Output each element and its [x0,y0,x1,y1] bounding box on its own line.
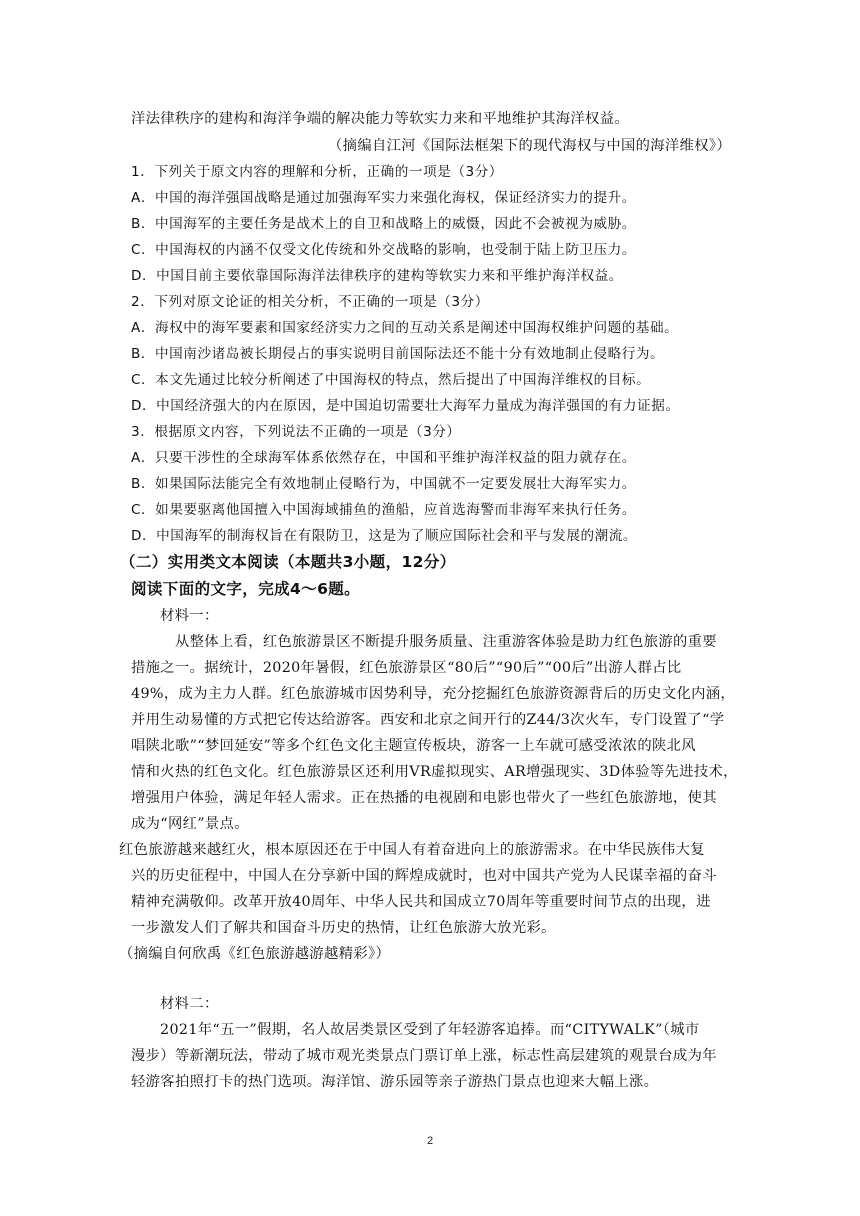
material-1-para2-line: 一步激发人们了解共和国奋斗历史的热情，让红色旅游大放光彩。 [131,920,556,936]
material-2-line: 2021年“五一”假期，名人故居类景区受到了年轻游客追捧。而“CITYWALK”（城市 [160,1022,700,1038]
material-1-para2-line: 兴的历史征程中，中国人在分享新中国的辉煌成就时，也对中国共产党为人民谋幸福的奋斗 [131,868,717,884]
material-1-para2-line: 红色旅游越来越红火，根本原因还在于中国人有着奋进向上的旅游需求。在中华民族伟大复 [119,842,705,858]
passage-tail: 洋法律秩序的建构和海洋争端的解决能力等软实力来和平地维护其海洋权益。 [131,111,629,127]
question-3-option-c: C．如果要驱离他国擅入中国海域捕鱼的渔船，应首选海警而非海军来执行任务。 [131,502,637,518]
material-1-line: 措施之一。据统计，2020年暑假，红色旅游景区“80后”“90后”“00后”出游人群占比 [131,660,682,676]
material-1-para2-line: 精神充满敬仰。改革开放40周年、中华人民共和国成立70周年等重要时间节点的出现，进 [131,894,711,910]
question-3-option-b: B．如果国际法能完全有效地制止侵略行为，中国就不一定要发展壮大海军实力。 [131,476,636,492]
material-2-line: 轻游客拍照打卡的热门选项。海洋馆、游乐园等亲子游热门景点也迎来大幅上涨。 [131,1074,659,1090]
question-2-option-c: C．本文先通过比较分析阐述了中国海权的特点，然后提出了中国海洋维权的目标。 [131,372,651,388]
material-1-line: 情和火热的红色文化。红色旅游景区还利用VR虚拟现实、AR增强现实、3D体验等先进技术， [131,764,738,780]
material-1-line: 唱陕北歌”“梦回延安”等多个红色文化主题宣传板块，游客一上车就可感受浓浓的陕北风 [131,738,696,754]
material-1-line: 从整体上看，红色旅游景区不断提升服务质量、注重游客体验是助力红色旅游的重要 [175,634,717,650]
question-3-option-d: D．中国海军的制海权旨在有限防卫，这是为了顺应国际社会和平与发展的潮流。 [131,528,638,544]
question-3-option-a: A．只要干涉性的全球海军体系依然存在，中国和平维护海洋权益的阻力就存在。 [131,450,636,466]
material-1-line: 增强用户体验，满足年轻人需求。正在热播的电视剧和电影也带火了一些红色旅游地，使其 [131,790,717,806]
question-1-stem: 1．下列关于原文内容的理解和分析，正确的一项是（3分） [131,164,503,180]
material-2-label: 材料二： [160,996,219,1012]
question-2-option-a: A．海权中的海军要素和国家经济实力之间的互动关系是阐述中国海权维护问题的基础。 [131,320,679,336]
question-2-option-d: D．中国经济强大的内在原因，是中国迫切需要壮大海军力量成为海洋强国的有力证据。 [131,398,680,414]
section-heading: （二）实用类文本阅读（本题共3小题，12分） [120,553,456,571]
question-2-stem: 2．下列对原文论证的相关分析，不正确的一项是（3分） [131,294,489,310]
question-1-option-a: A．中国的海洋强国战略是通过加强海军实力来强化海权，保证经济实力的提升。 [131,190,636,206]
material-2-line: 漫步）等新潮玩法，带动了城市观光类景点门票订单上涨，标志性高层建筑的观景台成为年 [131,1048,717,1064]
question-1-option-b: B．中国海军的主要任务是战术上的自卫和战略上的威慑，因此不会被视为威胁。 [131,216,636,232]
material-1-line: 49%，成为主力人群。红色旅游城市因势利导，充分挖掘红色旅游资源背后的历史文化内涵， [131,686,736,702]
material-1-label: 材料一： [160,608,219,624]
section-instruction: 阅读下面的文字，完成4～6题。 [131,580,361,598]
page-number: 2 [426,1135,434,1147]
question-2-option-b: B．中国南沙诸岛被长期侵占的事实说明目前国际法还不能十分有效地制止侵略行为。 [131,346,665,362]
material-1-source: （摘编自何欣禹《红色旅游越游越精彩》） [119,946,391,962]
material-1-line: 并用生动易懂的方式把它传达给游客。西安和北京之间开行的Z44/3次火车，专门设置了“学 [131,712,725,728]
passage-source: （摘编自江河《国际法框架下的现代海权与中国的海洋维权》） [328,138,731,154]
question-3-stem: 3．根据原文内容，下列说法不正确的一项是（3分） [131,424,461,440]
question-1-option-c: C．中国海权的内涵不仅受文化传统和外交战略的影响，也受制于陆上防卫压力。 [131,242,637,258]
material-1-line: 成为“网红”景点。 [131,816,249,832]
question-1-option-d: D．中国目前主要依靠国际海洋法律秩序的建构等软实力来和平维护海洋权益。 [131,268,623,284]
